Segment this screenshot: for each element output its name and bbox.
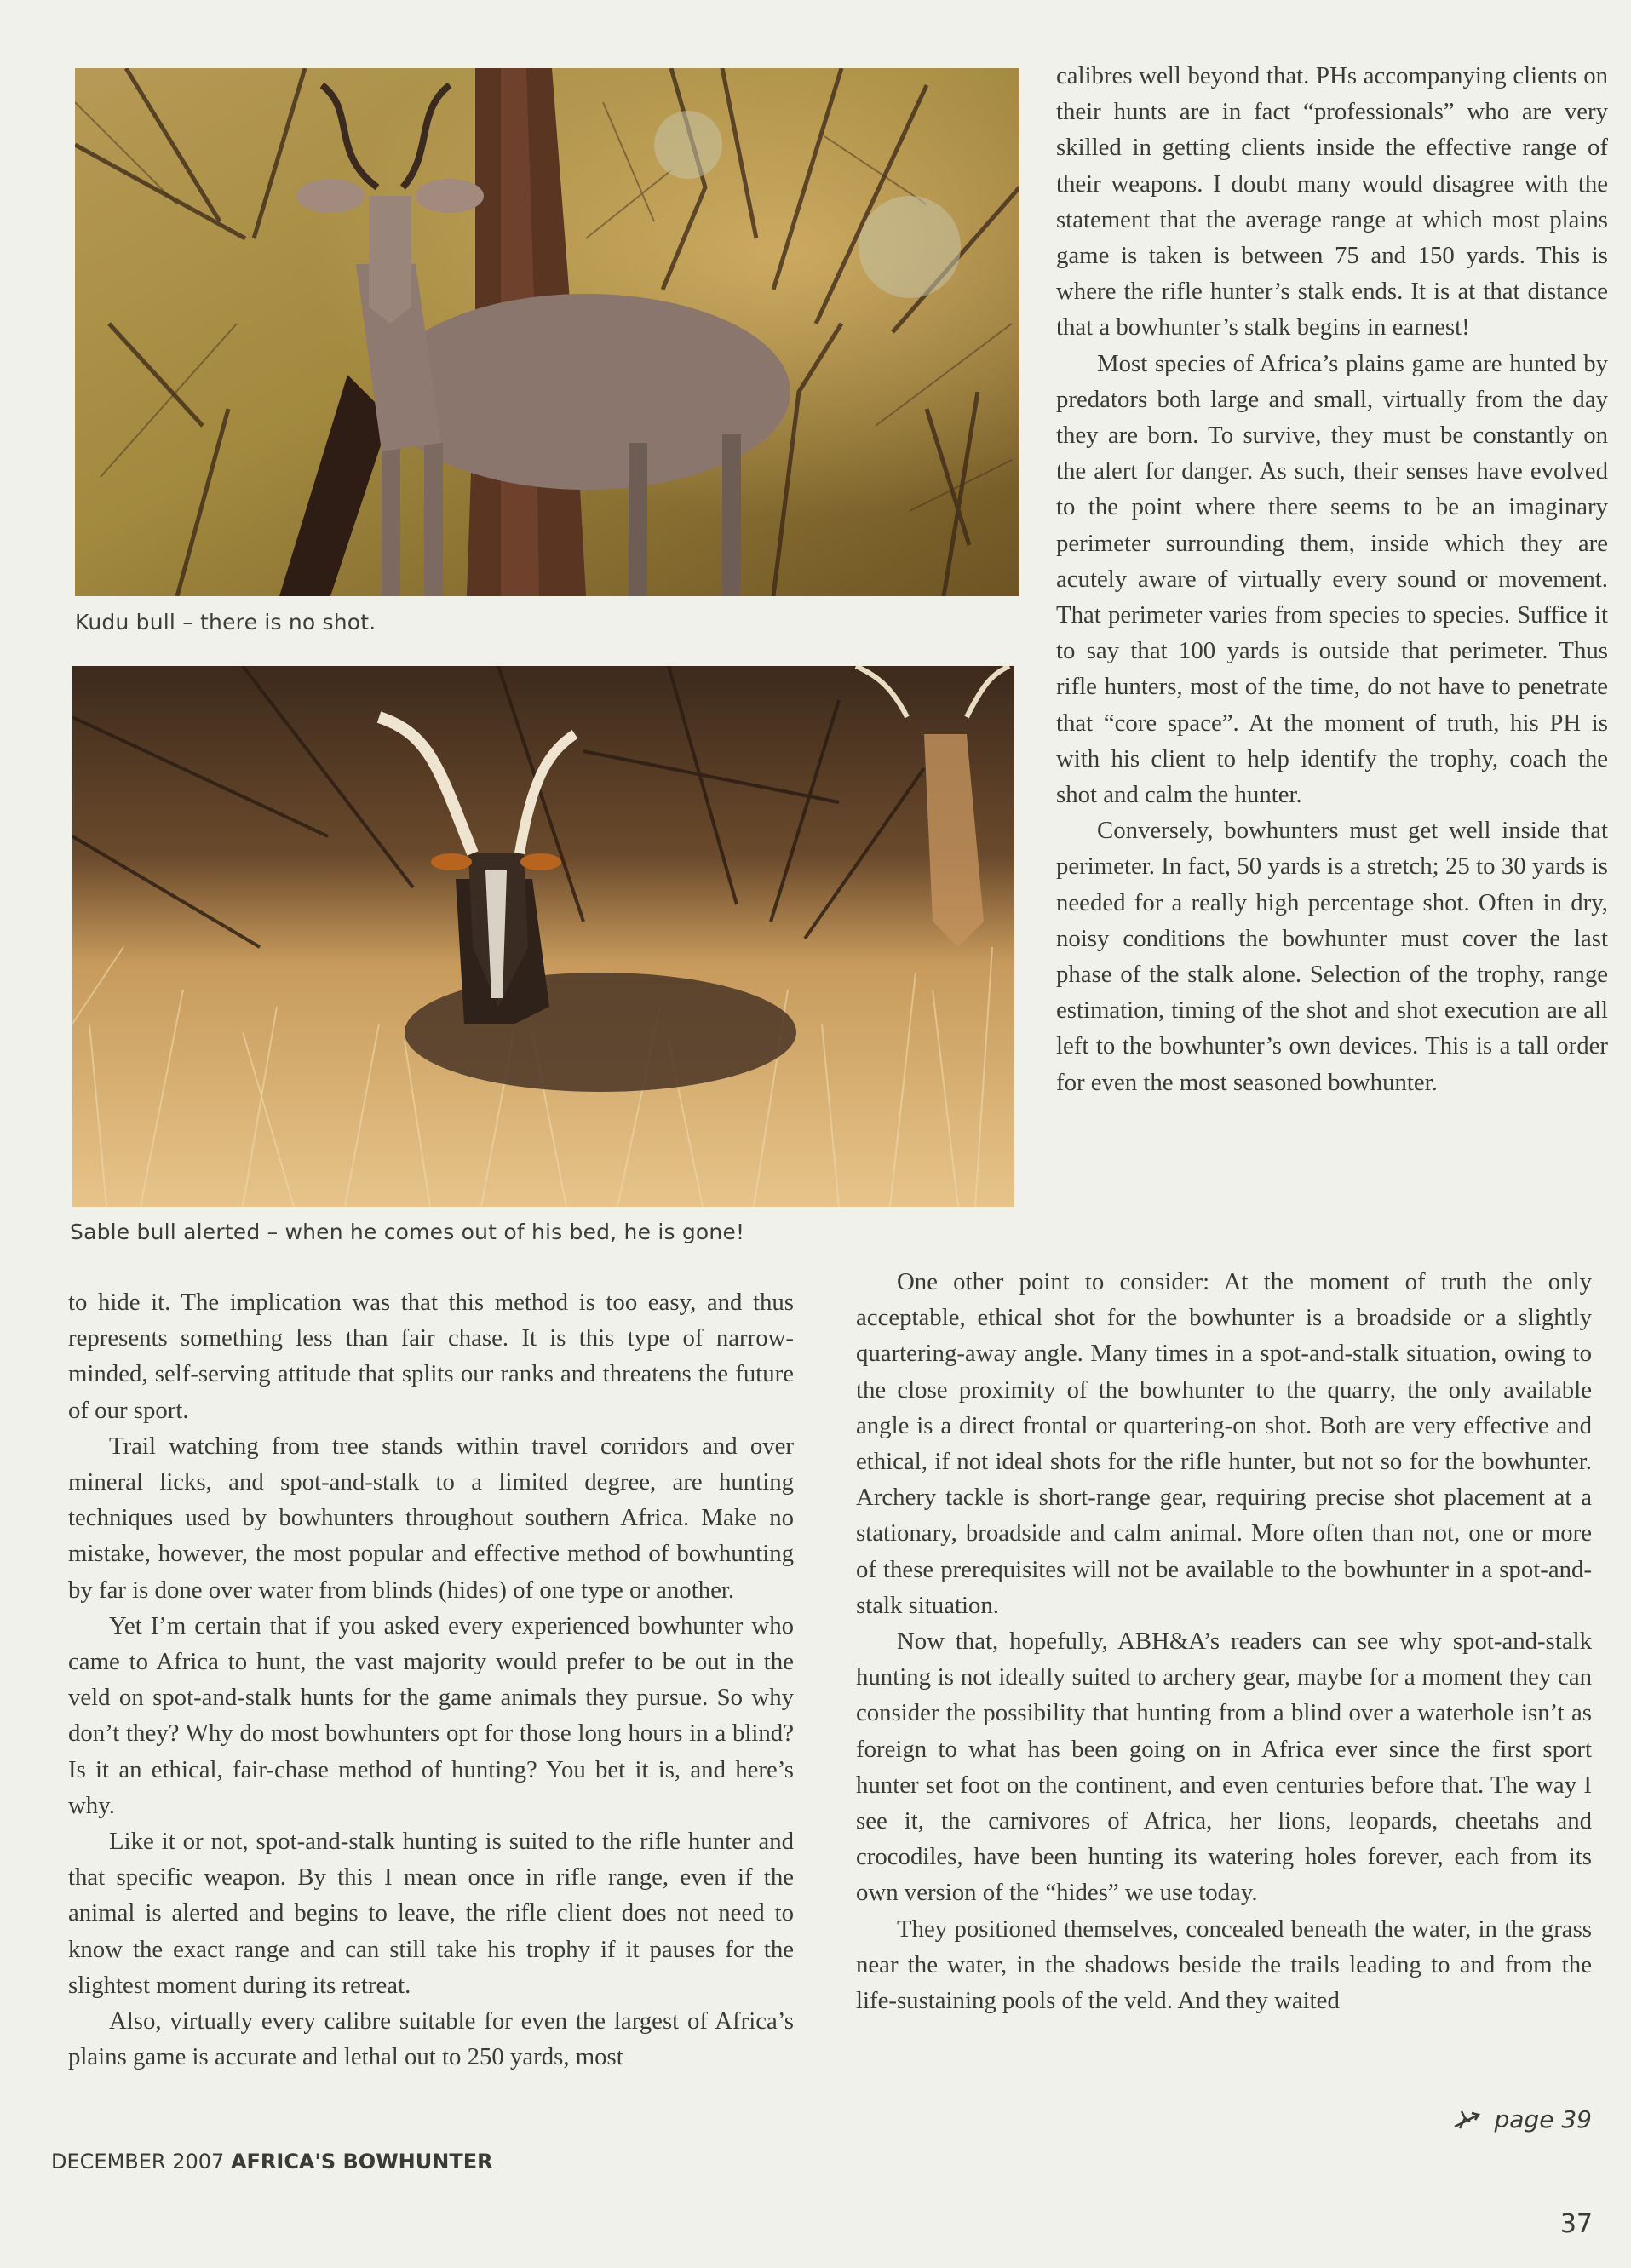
sable-bull-photo — [72, 666, 1014, 1207]
paragraph: Also, virtually every calibre suitable for even the largest of Africa’s plains game is accurate and lethal out to 250 yards, most — [68, 2007, 794, 2071]
continued-page-label: page 39 — [1494, 2105, 1592, 2133]
paragraph: to hide it. The implication was that this method is too easy, and thus represents something less than fair chase. It is this type of narrow-minded, self-serving attitude that splits our ranks and threatens the future of our sport. — [68, 1289, 794, 1424]
kudu-bull-photo-drawing — [75, 68, 1019, 596]
paragraph: One other point to consider: At the moment of truth the only acceptable, ethical shot for the bowhunter is a broadside or a slightly quartering-away angle. Many times in a spot-and-stalk situation, owing to the close proximity of the bowhunter to the quarry, the only available angle is a direct frontal or quartering-on shot. Both are very effective and ethical, if not ideal shots for the rifle hunter, but not so for the bowhunter. Archery tackle is short-range gear, requiring precise shot placement at a stationary, broadside and calm animal. More often than not, one or more of these prerequisites will not be available to the bowhunter in a spot-and-stalk situation. — [856, 1268, 1592, 1619]
article-column-left — [68, 1284, 794, 2075]
paragraph: Most species of Africa’s plains game are hunted by predators both large and small, virtually from the day they are born. To survive, they must be constantly on the alert for danger. As such, their senses have evolved to the point where there seems to be an imaginary perimeter surrounding them, inside which they are acutely aware of virtually every sound or movement. That perimeter varies from species to species. Suffice it to say that 100 yards is outside that perimeter. Thus rifle hunters, most of the time, do not have to penetrate that “core space”. At the moment of truth, his PH is with his client to help identify the trophy, coach the shot and calm the hunter. — [1056, 349, 1608, 809]
paragraph: Yet I’m certain that if you asked every experienced bowhunter who came to Africa to hunt, the vast majority would prefer to be out in the veld on spot-and-stalk hunts for the game animals they pursue. So why don’t they? Why do most bowhunters opt for those long hours in a blind? Is it an ethical, fair-chase method of hunting? You bet it is, and here’s why. — [68, 1611, 794, 1819]
kudu-photo-caption: Kudu bull – there is no shot. — [75, 610, 376, 634]
paragraph: Conversely, bowhunters must get well inside that perimeter. In fact, 50 yards is a stretch; 25 to 30 yards is needed for a really high percentage shot. Often in dry, noisy conditions the bowhunter must cover the last phase of the stalk alone. Selection of the trophy, range estimation, timing of the shot and shot execution are all left to the bowhunter’s own devices. This is a tall order for even the most seasoned bowhunter. — [1056, 817, 1608, 1096]
sable-bull-photo-drawing — [72, 666, 1014, 1207]
sable-photo-caption: Sable bull alerted – when he comes out of his bed, he is gone! — [70, 1220, 745, 1244]
kudu-bull-photo — [75, 68, 1019, 596]
page-number: 37 — [1559, 2209, 1593, 2239]
paragraph: They positioned themselves, concealed beneath the water, in the grass near the water, in the shadows beside the trails leading to and from the life-sustaining pools of the veld. And they waited — [856, 1915, 1592, 2015]
paragraph: Trail watching from tree stands within travel corridors and over mineral licks, and spot-and-stalk to a limited degree, are hunting techniques used by bowhunters throughout southern Africa. Make no mistake, however, the most popular and effective method of bowhunting by far is done over water from blinds (hides) of one type or another. — [68, 1432, 794, 1604]
paragraph: calibres well beyond that. PHs accompanying clients on their hunts are in fact “professionals” who are very skilled in getting clients inside the effective range of their weapons. I doubt many would disagree with the statement that the average range at which most plains game is taken is between 75 and 150 yards. This is where the rifle hunter’s stalk ends. It is at that distance that a bowhunter’s stalk begins in earnest! — [1056, 62, 1608, 342]
paragraph: Like it or not, spot-and-stalk hunting is suited to the rifle hunter and that specific weapon. By this I mean once in rifle range, even if the animal is alerted and begins to leave, the rifle client does not need to know the exact range and can still take his trophy if it pauses for the slightest moment during its retreat. — [68, 1828, 794, 1999]
page-footer — [51, 2150, 493, 2173]
article-column-right-bottom — [856, 1264, 1592, 2018]
footer-magazine: AFRICA'S BOWHUNTER — [230, 2150, 493, 2173]
archer-icon — [1453, 2105, 1490, 2133]
article-column-right-top — [1056, 58, 1608, 1100]
paragraph: Now that, hopefully, ABH&A’s readers can see why spot-and-stalk hunting is not ideally suited to archery gear, maybe for a moment they can consider the possibility that hunting from a blind over a waterhole isn’t as foreign to what has been going on in Africa ever since the first sport hunter set foot on the continent, and even centuries before that. The way I see it, the carnivores of Africa, her lions, leopards, cheetahs and crocodiles, have been hunting its watering holes forever, each from its own version of the “hides” we use today. — [856, 1628, 1592, 1907]
continued-on-page — [1453, 2105, 1592, 2133]
footer-issue: DECEMBER 2007 — [51, 2150, 225, 2173]
